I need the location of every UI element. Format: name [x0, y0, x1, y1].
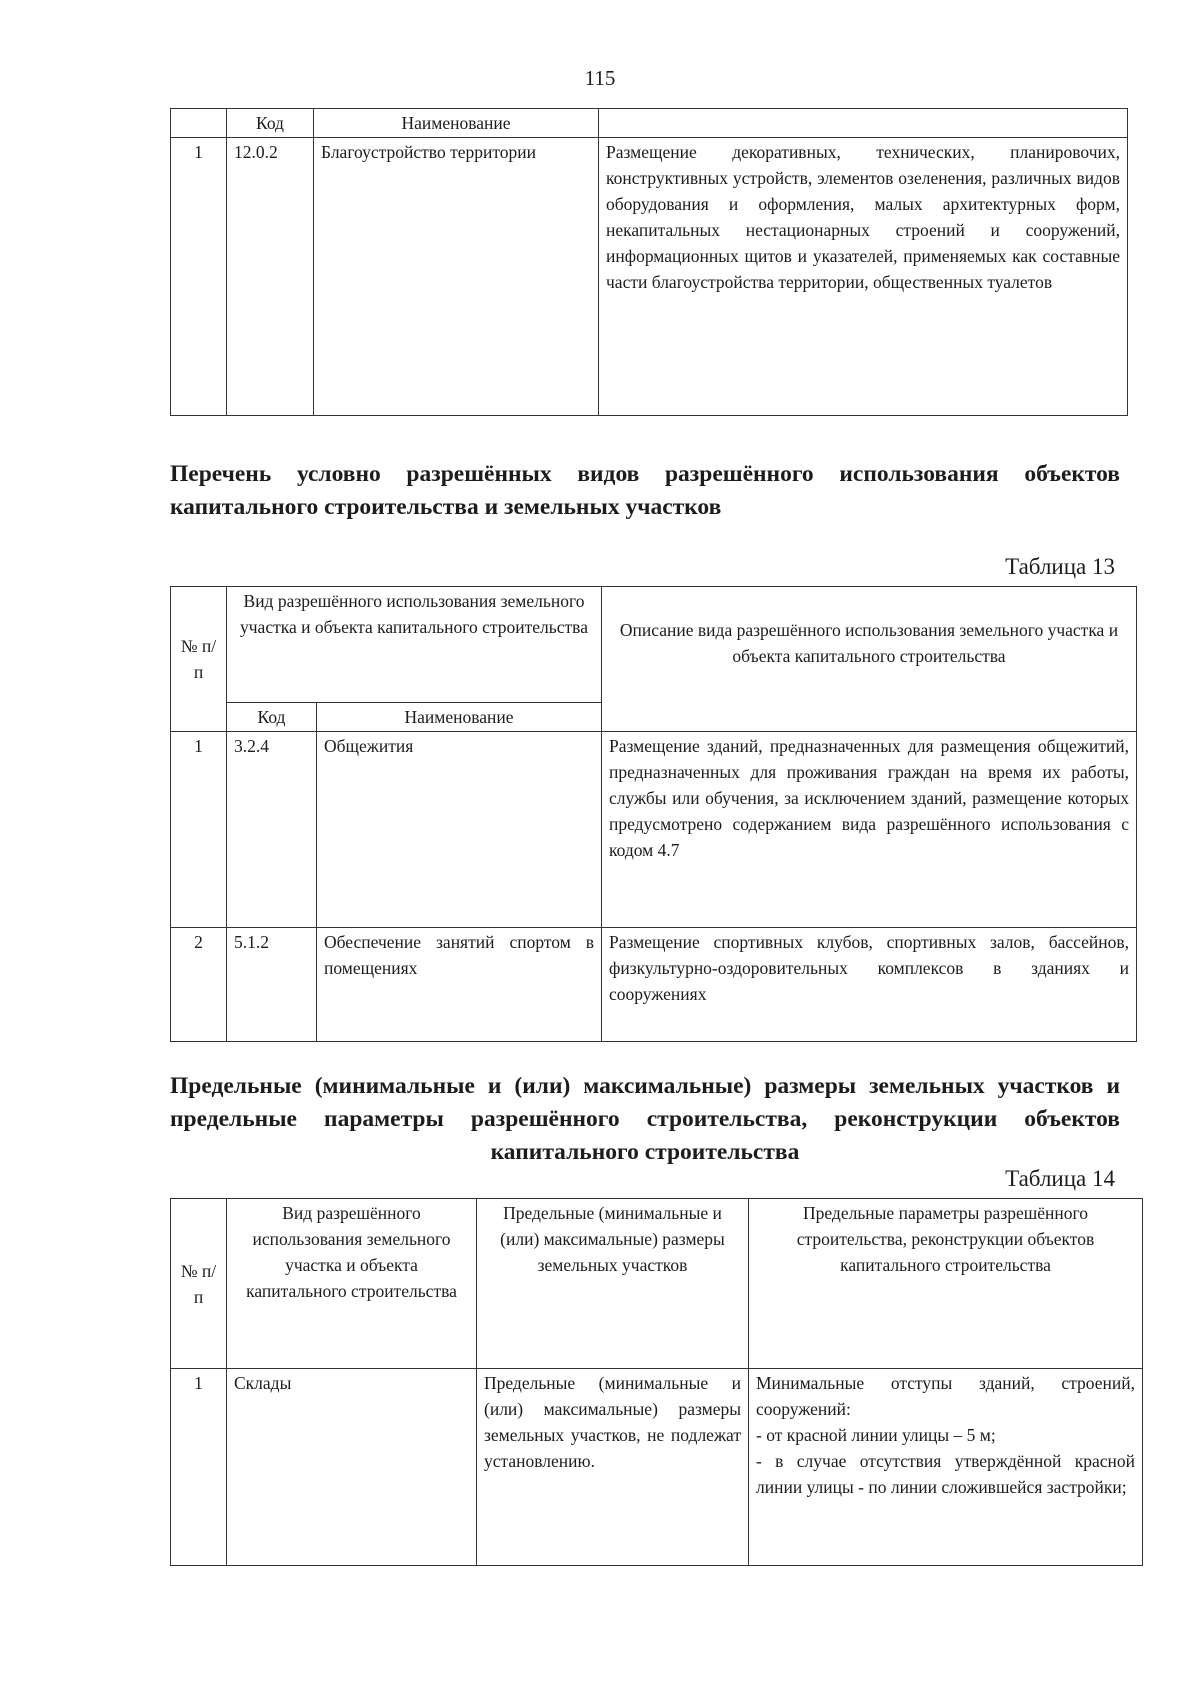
table14-header-num: № п/п — [171, 1199, 227, 1369]
table14-row-params — [749, 1369, 1143, 1566]
table14-row-type: Склады — [227, 1369, 477, 1566]
table14-header-params: Предельные параметры разрешённого строительства, реконструкции объектов капитального строительства — [749, 1199, 1143, 1369]
table13-row-desc: Размещение спортивных клубов, спортивных залов, бассейнов, физкультурно-оздоровительных комплексов в зданиях и сооружениях — [602, 928, 1137, 1042]
table-row-num: 1 — [171, 138, 227, 416]
table-caption-14: Таблица 14 — [1005, 1166, 1115, 1191]
table14-params-line2: - в случае отсутствия утверждённой красной линии улицы - по линии сложившейся застройки; — [756, 1451, 1135, 1497]
table13-row-code: 5.1.2 — [227, 928, 317, 1042]
table13-row-desc: Размещение зданий, предназначенных для размещения общежитий, предназначенных для проживания граждан на время их работы, службы или обучения, за исключением зданий, размещение которых предусмотрено содержанием вида разрешённого использования с кодом 4.7 — [602, 732, 1137, 928]
table-caption-13: Таблица 13 — [1005, 554, 1115, 579]
table13-header-desc: Описание вида разрешённого использования земельного участка и объекта капитального строительства — [602, 587, 1137, 732]
table14-params-line1: - от красной линии улицы – 5 м; — [756, 1425, 996, 1445]
table-row-desc: Размещение декоративных, технических, планировочих, конструктивных устройств, элементов озеленения, различных видов оборудования и оформления, малых архитектурных форм, некапитальных нестационарных строений и сооружений, информационных щитов и указателей, применяемых как составные части благоустройства территории, общественных туалетов — [599, 138, 1128, 416]
table13-row-name: Общежития — [317, 732, 602, 928]
table13-header-type: Вид разрешённого использования земельного участка и объекта капитального строительства — [227, 587, 602, 703]
table14-row-num: 1 — [171, 1369, 227, 1566]
table14-header-sizes: Предельные (минимальные и (или) максимальные) размеры земельных участков — [477, 1199, 749, 1369]
table-row-code: 12.0.2 — [227, 138, 314, 416]
table13-row-num: 2 — [171, 928, 227, 1042]
section-heading-13: Перечень условно разрешённых видов разрешённого использования объектов капитального строительства и земельных участков — [170, 461, 1120, 520]
table-header-code: Код — [227, 109, 314, 138]
table13-row-code: 3.2.4 — [227, 732, 317, 928]
table13-header-num: № п/п — [171, 587, 227, 732]
table13-header-code: Код — [227, 703, 317, 732]
table-14 — [170, 1198, 1143, 1566]
table14-params-title: Минимальные отступы зданий, строений, сооружений: — [756, 1373, 1135, 1419]
section-heading-14: Предельные (минимальные и (или) максимальные) размеры земельных участков и предельные параметры разрешённого строительства, реконструкции объектов капитального строительства — [170, 1073, 1120, 1165]
table13-row-num: 1 — [171, 732, 227, 928]
table14-row-sizes: Предельные (минимальные и (или) максимальные) размеры земельных участков, не подлежат установлению. — [477, 1369, 749, 1566]
table-header-name: Наименование — [314, 109, 599, 138]
table14-header-type: Вид разрешённого использования земельного участка и объекта капитального строительства — [227, 1199, 477, 1369]
table13-header-name: Наименование — [317, 703, 602, 732]
table-13 — [170, 586, 1137, 1042]
table-row-name: Благоустройство территории — [314, 138, 599, 416]
table-top — [170, 108, 1128, 416]
page-number: 115 — [584, 66, 616, 90]
table13-row-name: Обеспечение занятий спортом в помещениях — [317, 928, 602, 1042]
